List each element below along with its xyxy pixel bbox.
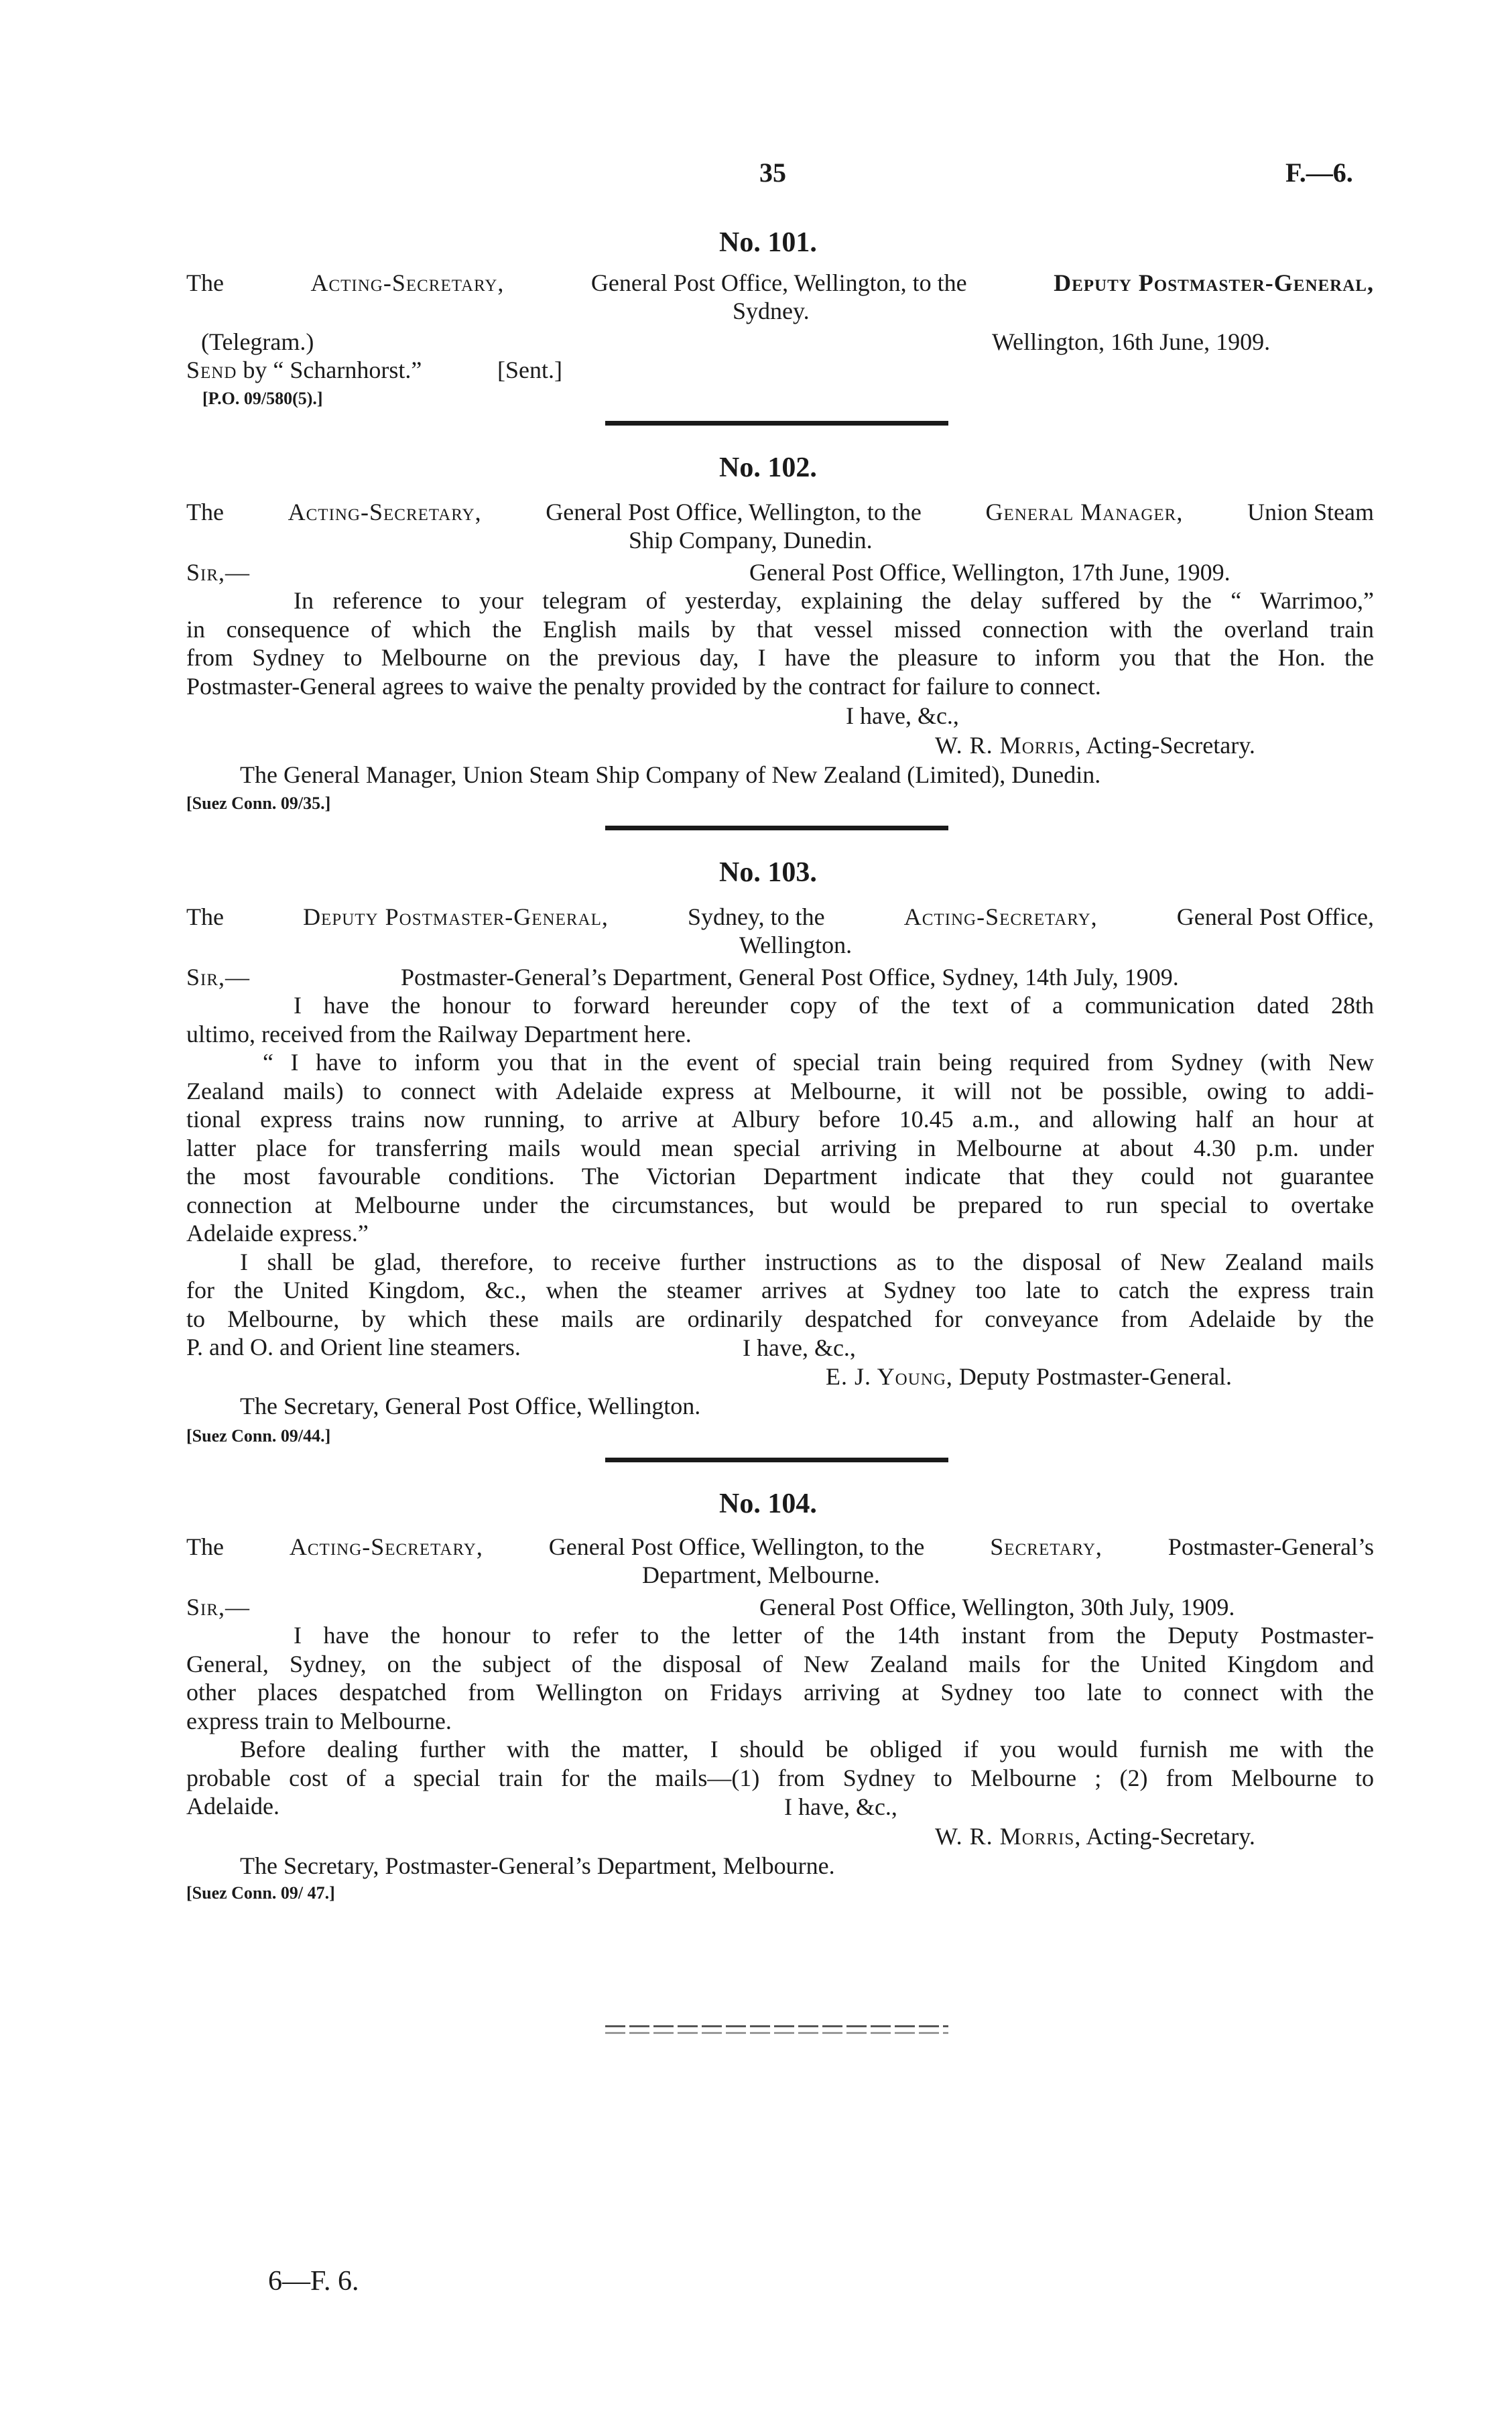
body-line: “ I have to inform you that in the event of special train being required from Sydney (with New bbox=[263, 1049, 1374, 1076]
salutation: Sir,— bbox=[186, 964, 251, 991]
sent-note: [Sent.] bbox=[497, 357, 562, 383]
file-reference: [Suez Conn. 09/35.] bbox=[186, 793, 331, 813]
addressee: The Secretary, Postmaster-General’s Department, Melbourne. bbox=[240, 1852, 835, 1879]
file-reference: [Suez Conn. 09/44.] bbox=[186, 1426, 331, 1446]
signature-mark: 6—F. 6. bbox=[268, 2266, 359, 2297]
letter-heading-continued: Department, Melbourne. bbox=[642, 1561, 880, 1588]
document-code: F.—6. bbox=[1285, 157, 1353, 188]
salutation: Sir,— bbox=[186, 1594, 251, 1620]
telegram-label: (Telegram.) bbox=[201, 328, 314, 355]
dateline: Wellington, 16th June, 1909. bbox=[992, 328, 1271, 355]
file-reference: [P.O. 09/580(5).] bbox=[202, 389, 323, 408]
body-line: for the United Kingdom, &c., when the steamer arrives at Sydney too late to catch the express train bbox=[186, 1277, 1374, 1303]
dateline: General Post Office, Wellington, 17th June, 1909. bbox=[749, 559, 1231, 586]
body-line: I shall be glad, therefore, to receive further instructions as to the disposal of New Zealand mails bbox=[240, 1248, 1374, 1275]
section-rule bbox=[605, 1458, 948, 1462]
file-reference: [Suez Conn. 09/ 47.] bbox=[186, 1883, 335, 1903]
body-line: P. and O. and Orient line steamers. bbox=[186, 1334, 521, 1360]
letter-number: No. 104. bbox=[719, 1488, 817, 1519]
body-line: I have the honour to refer to the letter of the 14th instant from the Deputy Postmaster- bbox=[294, 1622, 1374, 1649]
addressee: The General Manager, Union Steam Ship Company of New Zealand (Limited), Dunedin. bbox=[240, 761, 1101, 788]
section-rule bbox=[605, 421, 948, 426]
send-instruction: Send by “ Scharnhorst.” bbox=[186, 357, 422, 383]
letter-number: No. 103. bbox=[719, 857, 817, 888]
body-line: connection at Melbourne under the circumstances, but would be prepared to run special to overtake bbox=[186, 1191, 1374, 1218]
letter-heading-continued: Ship Company, Dunedin. bbox=[629, 527, 873, 554]
letter-heading: The Deputy Postmaster-General, Sydney, to the Acting-Secretary, General Post Office, bbox=[186, 903, 1374, 930]
letter-heading: The Acting-Secretary, General Post Office, Wellington, to the Secretary, Postmaster-General’s bbox=[186, 1533, 1374, 1560]
dateline: Postmaster-General’s Department, General Post Office, Sydney, 14th July, 1909. bbox=[401, 964, 1179, 991]
body-line: the most favourable conditions. The Victorian Department indicate that they could not guarantee bbox=[186, 1163, 1374, 1190]
signature: E. J. Young, Deputy Postmaster-General. bbox=[826, 1363, 1233, 1390]
body-line: express train to Melbourne. bbox=[186, 1707, 452, 1734]
body-line: Before dealing further with the matter, I should be obliged if you would furnish me with the bbox=[240, 1736, 1374, 1763]
closing: I have, &c., bbox=[743, 1334, 856, 1361]
body-line: probable cost of a special train for the mails—(1) from Sydney to Melbourne ; (2) from Melbourne to bbox=[186, 1764, 1374, 1791]
end-rule bbox=[605, 2025, 948, 2027]
body-line: tional express trains now running, to arrive at Albury before 10.45 a.m., and allowing half an hour at bbox=[186, 1106, 1374, 1133]
dateline: General Post Office, Wellington, 30th July, 1909. bbox=[759, 1594, 1235, 1620]
letter-heading: The Acting-Secretary, General Post Office, Wellington, to the General Manager, Union Steam bbox=[186, 499, 1374, 525]
body-line: Postmaster-General agrees to waive the penalty provided by the contract for failure to connect. bbox=[186, 672, 1101, 700]
letter-heading: The Acting-Secretary, General Post Office, Wellington, to the Deputy Postmaster-General, bbox=[186, 269, 1374, 296]
body-line: ultimo, received from the Railway Department here. bbox=[186, 1020, 692, 1047]
signature: W. R. Morris, Acting-Secretary. bbox=[935, 1823, 1255, 1850]
body-line: in consequence of which the English mails by that vessel missed connection with the overland train bbox=[186, 615, 1374, 643]
letter-heading-continued: Wellington. bbox=[739, 932, 853, 958]
letter-body bbox=[186, 991, 1374, 1362]
body-line: I have the honour to forward hereunder copy of the text of a communication dated 28th bbox=[294, 992, 1374, 1019]
letter-number: No. 102. bbox=[719, 452, 817, 483]
body-line: Adelaide express.” bbox=[186, 1220, 369, 1247]
end-rule bbox=[605, 2032, 948, 2034]
letter-number: No. 101. bbox=[719, 227, 817, 258]
addressee: The Secretary, General Post Office, Wellington. bbox=[240, 1393, 701, 1419]
body-line: to Melbourne, by which these mails are ordinarily despatched for conveyance from Adelaide by the bbox=[186, 1305, 1374, 1332]
body-line: from Sydney to Melbourne on the previous day, I have the pleasure to inform you that the Hon. the bbox=[186, 644, 1374, 671]
letter-body bbox=[186, 1621, 1374, 1821]
letter-body bbox=[186, 586, 1374, 700]
page-number: 35 bbox=[759, 157, 786, 188]
salutation: Sir,— bbox=[186, 559, 251, 586]
closing: I have, &c., bbox=[846, 702, 959, 729]
body-line: In reference to your telegram of yesterday, explaining the delay suffered by the “ Warrimoo,” bbox=[294, 587, 1374, 614]
body-line: Zealand mails) to connect with Adelaide express at Melbourne, it will not be possible, owing to addi- bbox=[186, 1077, 1374, 1104]
section-rule bbox=[605, 826, 948, 830]
body-line: General, Sydney, on the subject of the disposal of New Zealand mails for the United Kingdom and bbox=[186, 1650, 1374, 1677]
body-line: Adelaide. bbox=[186, 1793, 279, 1820]
body-line: latter place for transferring mails would mean special arriving in Melbourne at about 4.30 p.m. under bbox=[186, 1134, 1374, 1161]
body-line: other places despatched from Wellington on Fridays arriving at Sydney too late to connect with the bbox=[186, 1679, 1374, 1706]
letter-heading-continued: Sydney. bbox=[733, 298, 810, 324]
closing: I have, &c., bbox=[784, 1793, 897, 1820]
signature: W. R. Morris, Acting-Secretary. bbox=[935, 732, 1255, 759]
